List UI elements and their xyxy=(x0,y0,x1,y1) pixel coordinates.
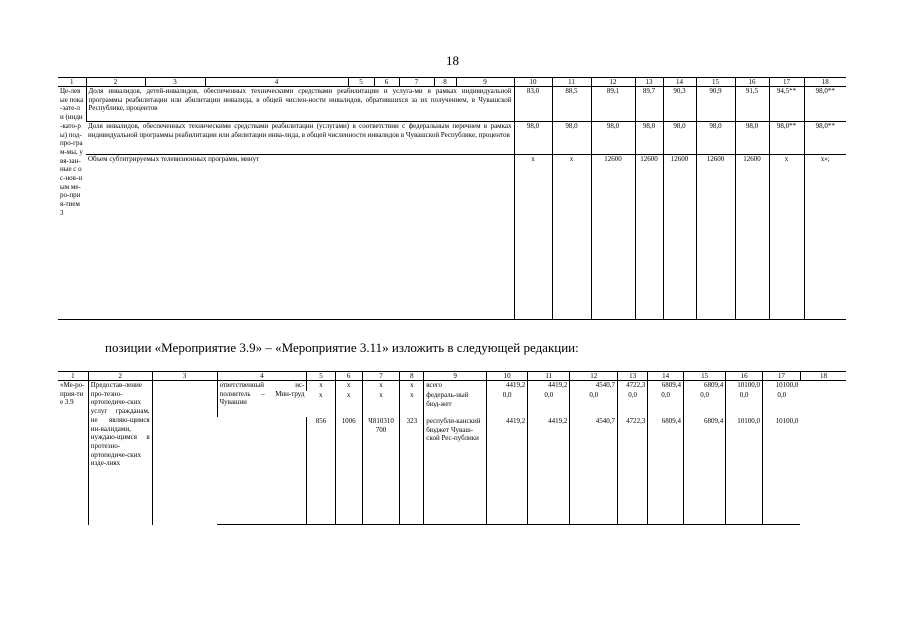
cell-value: 90,3 xyxy=(663,87,696,122)
cell-value: 98,0 xyxy=(552,122,591,155)
cell-value: 12600 xyxy=(696,155,735,320)
funding-source: федераль-ный бюд-жет xyxy=(424,391,487,417)
table-row xyxy=(58,381,846,392)
col-num: 18 xyxy=(800,372,846,381)
cell-value: 90,9 xyxy=(696,87,735,122)
col-num: 4 xyxy=(205,78,348,87)
cell-value: 94,5** xyxy=(769,87,804,122)
cell-value: 89,7 xyxy=(635,87,663,122)
cell-value: 10100,0 xyxy=(726,417,763,525)
measure-number: «Ме-ро-прия-тие 3.9 xyxy=(60,381,85,407)
col-num: 17 xyxy=(769,78,804,87)
header-row xyxy=(58,78,846,87)
cell-value: 98,0 xyxy=(663,122,696,155)
cell-value: х xyxy=(769,155,804,320)
cell-value: 6809,4 xyxy=(684,381,726,392)
indicator-description: Объем субтитрируемых телевизионных программ, минут xyxy=(86,155,514,320)
col-num: 2 xyxy=(88,372,152,381)
cell-code: х xyxy=(318,391,323,399)
cell-value: 4419,2 xyxy=(487,417,528,525)
cell-value: 4540,7 xyxy=(570,417,618,525)
cell-value: х»; xyxy=(804,155,846,320)
funding-source: республи-канский бюджет Чуваш-ской Рес-публики xyxy=(424,417,487,525)
cell-code: Ч810310 700 xyxy=(362,417,400,525)
cell-value: 0,0 xyxy=(684,391,726,417)
cell-value: 6809,4 xyxy=(648,381,684,392)
measure-col3 xyxy=(152,381,217,525)
cell-value: 98,0** xyxy=(769,122,804,155)
indicators-label: Це-левые пока-зате-ли (инди-като-ры) под-про-грам-мы, увя-зан-ные с ос-нов-ным ме-ро-прия-тием 3 xyxy=(58,87,86,320)
cell-value: 89,1 xyxy=(591,87,635,122)
col-num: 5 xyxy=(307,372,335,381)
cell-value: х xyxy=(552,155,591,320)
col-num: 7 xyxy=(399,78,434,87)
cell-value: 4419,2 xyxy=(487,381,528,392)
indicator-description: Доля инвалидов, детей-инвалидов, обеспеченных техническими средствами реабилитации и услуга-ми в рамках индивидуальной программы реабилитации или абилитации инвалида, в общей числен-ности инвалидов, обратившихся за их получением, в Чувашской Республике, процентов xyxy=(86,87,514,122)
col-num: 1 xyxy=(58,78,86,87)
cell-value: 88,5 xyxy=(552,87,591,122)
col-num: 10 xyxy=(487,372,528,381)
cell-value: 10100,0 xyxy=(763,417,801,525)
funding-source: всего xyxy=(424,381,487,392)
cell-value: 98,0 xyxy=(635,122,663,155)
col-num: 9 xyxy=(424,372,487,381)
col-num: 14 xyxy=(648,372,684,381)
col-num: 13 xyxy=(618,372,648,381)
col-num: 6 xyxy=(374,78,399,87)
col-num: 10 xyxy=(514,78,552,87)
col-num: 5 xyxy=(348,78,374,87)
cell-code: х xyxy=(400,381,424,392)
cell-value: 0,0 xyxy=(648,391,684,417)
cell-code: х xyxy=(400,391,424,417)
cell-code: х xyxy=(362,391,400,417)
col-num: 11 xyxy=(552,78,591,87)
col-num: 14 xyxy=(663,78,696,87)
col-num: 9 xyxy=(456,78,514,87)
cell-value: 6809,4 xyxy=(684,417,726,525)
measure-description: Предостав-ление про-тезно-ортопедиче-ских услуг гражданам, не являю-щимся ин-валидами, нуждаю-щимся в протезно-ортопедиче-ских изде-лиях xyxy=(88,381,152,525)
col-num: 16 xyxy=(735,78,769,87)
cell-value: 4722,3 xyxy=(618,381,648,392)
cell-code: х xyxy=(335,381,362,392)
table-row xyxy=(58,155,846,320)
indicator-description: Доля инвалидов, обеспеченных техническими средствами реабилитации (услугами) в соответствии с федеральным перечнем в рамках индивидуальной программы реабилитации или абилитации инва-лида, в общей численности инвалидов в Чувашской Республике, процентов xyxy=(86,122,514,155)
cell-code: 856 xyxy=(307,417,335,525)
cell-value: 98,0 xyxy=(514,122,552,155)
page-number: 18 xyxy=(446,53,459,68)
cell-value: х xyxy=(514,155,552,320)
cell-value: 6809,4 xyxy=(648,417,684,525)
col-num: 12 xyxy=(591,78,635,87)
header-row xyxy=(58,372,846,381)
indicators-table xyxy=(58,77,846,320)
cell-value: 0,0 xyxy=(618,391,648,417)
col-num: 6 xyxy=(335,372,362,381)
cell-value: 91,5 xyxy=(735,87,769,122)
cell-value: 98,0 xyxy=(591,122,635,155)
col-num: 4 xyxy=(217,372,307,381)
table-row xyxy=(58,87,846,122)
cell-code: 323 xyxy=(400,417,424,525)
table-row xyxy=(58,122,846,155)
cell-value: 4722,3 xyxy=(618,417,648,525)
cell-value: 4419,2 xyxy=(528,381,570,392)
cell-value: 10100,0 xyxy=(763,381,801,392)
responsible-empty xyxy=(217,417,307,525)
cell-value: 0,0 xyxy=(726,391,763,417)
col-num: 12 xyxy=(570,372,618,381)
col-num: 3 xyxy=(145,78,205,87)
cell-value: 98,0** xyxy=(804,122,846,155)
cell-code: 1006 xyxy=(335,417,362,525)
cell-code: х xyxy=(362,381,400,392)
cell-value: 12600 xyxy=(635,155,663,320)
cell-value: 12600 xyxy=(735,155,769,320)
cell-value: 98,0** xyxy=(804,87,846,122)
col-num: 16 xyxy=(726,372,763,381)
cell-code: х xyxy=(335,391,362,417)
cell-value: 0,0 xyxy=(487,391,528,417)
col-num: 7 xyxy=(362,372,400,381)
cell-value: 0,0 xyxy=(528,391,570,417)
cell-value: 98,0 xyxy=(696,122,735,155)
col-num: 3 xyxy=(152,372,217,381)
col-num: 8 xyxy=(400,372,424,381)
col-num: 1 xyxy=(58,372,88,381)
col-num: 15 xyxy=(684,372,726,381)
col-num: 8 xyxy=(434,78,456,87)
col-num: 17 xyxy=(763,372,801,381)
measures-table xyxy=(58,371,846,525)
cell-value: 0,0 xyxy=(570,391,618,417)
col-num: 18 xyxy=(804,78,846,87)
section-caption: позиции «Мероприятие 3.9» – «Мероприятие 3.11» изложить в следующей редакции: xyxy=(105,340,579,355)
cell-value: 83,0 xyxy=(514,87,552,122)
col-num: 2 xyxy=(86,78,145,87)
cell-value: 12600 xyxy=(591,155,635,320)
cell-code: х xyxy=(307,381,335,392)
cell-value: 98,0 xyxy=(735,122,769,155)
cell-value: 10100,0 xyxy=(726,381,763,392)
col-num: 15 xyxy=(696,78,735,87)
responsible-executor: ответственный ис-полнитель – Мин-труд Чувашии xyxy=(217,381,307,418)
col-num: 11 xyxy=(528,372,570,381)
cell-value: 0,0 xyxy=(763,391,801,417)
cell-value: 4540,7 xyxy=(570,381,618,392)
cell-value: 12600 xyxy=(663,155,696,320)
cell-value: 4419,2 xyxy=(528,417,570,525)
col-num: 13 xyxy=(635,78,663,87)
